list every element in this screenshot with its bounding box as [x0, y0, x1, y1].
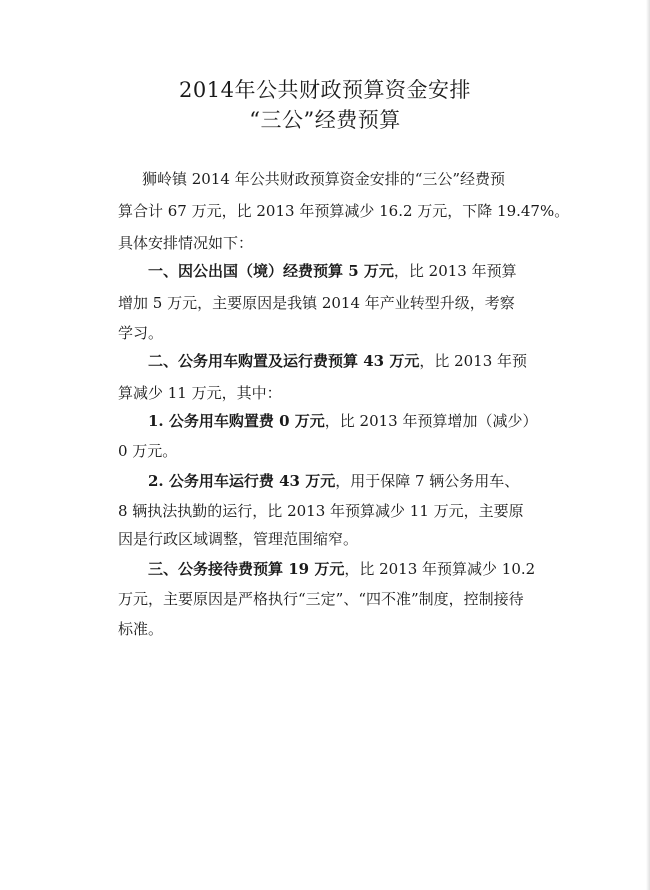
item-2-1-text-1: ，比 2013 年预算增加（减少）	[324, 412, 538, 430]
item-1-line-2	[0, 292, 650, 314]
item-1-heading: 一、因公出国（境）经费预算 5 万元	[148, 262, 394, 280]
item-3-text-1: ，比 2013 年预算减少 10.2	[344, 560, 536, 578]
item-2-text-2: 算减少 11 万元，其中：	[118, 384, 282, 402]
item-2-2-text-2: 8 辆执法执勤的运行，比 2013 年预算减少 11 万元，主要原	[118, 502, 524, 520]
item-1-line-3	[0, 322, 650, 344]
item-2-1-line-2	[0, 440, 650, 462]
document-title-line-2: “三公”经费预算	[249, 108, 401, 132]
item-1-text-2: 增加 5 万元，主要原因是我镇 2014 年产业转型升级，考察	[118, 294, 515, 312]
item-1-line-1	[0, 260, 650, 282]
item-1-text-1: ，比 2013 年预算	[393, 262, 517, 280]
item-1-text-3: 学习。	[118, 324, 164, 342]
item-2-1-heading: 1. 公务用车购置费 0 万元	[148, 412, 325, 430]
item-3-line-2	[0, 588, 650, 610]
intro-text-1: 狮岭镇 2014 年公共财政预算资金安排的“三公”经费预	[142, 170, 506, 188]
intro-text-2: 算合计 67 万元，比 2013 年预算减少 16.2 万元，下降 19.47%。	[118, 202, 570, 220]
intro-text-3: 具体安排情况如下：	[118, 234, 254, 252]
item-2-line-1	[0, 350, 650, 372]
intro-line-2	[0, 200, 650, 222]
item-3-line-1	[0, 558, 650, 580]
intro-line-1	[0, 168, 650, 190]
item-3-text-3: 标准。	[118, 620, 164, 638]
item-2-line-2	[0, 382, 650, 404]
item-2-2-line-2	[0, 500, 650, 522]
item-3-line-3	[0, 618, 650, 640]
item-2-2-text-1: ，用于保障 7 辆公务用车、	[335, 472, 520, 490]
item-3-heading: 三、公务接待费预算 19 万元	[148, 560, 345, 578]
item-2-2-line-1	[0, 470, 650, 492]
item-2-text-1: ，比 2013 年预	[419, 352, 528, 370]
scan-edge-shadow	[646, 0, 650, 890]
item-2-2-heading: 2. 公务用车运行费 43 万元	[148, 472, 336, 490]
item-2-2-line-3	[0, 528, 650, 550]
item-2-heading: 二、公务用车购置及运行费预算 43 万元	[148, 352, 420, 370]
intro-line-3	[0, 232, 650, 254]
item-3-text-2: 万元，主要原因是严格执行“三定”、“四不准”制度，控制接待	[118, 590, 524, 608]
document-title-line-1: 2014年公共财政预算资金安排	[179, 78, 471, 102]
item-2-1-text-2: 0 万元。	[118, 442, 178, 460]
item-2-1-line-1	[0, 410, 650, 432]
item-2-2-text-3: 因是行政区域调整，管理范围缩窄。	[118, 530, 359, 548]
